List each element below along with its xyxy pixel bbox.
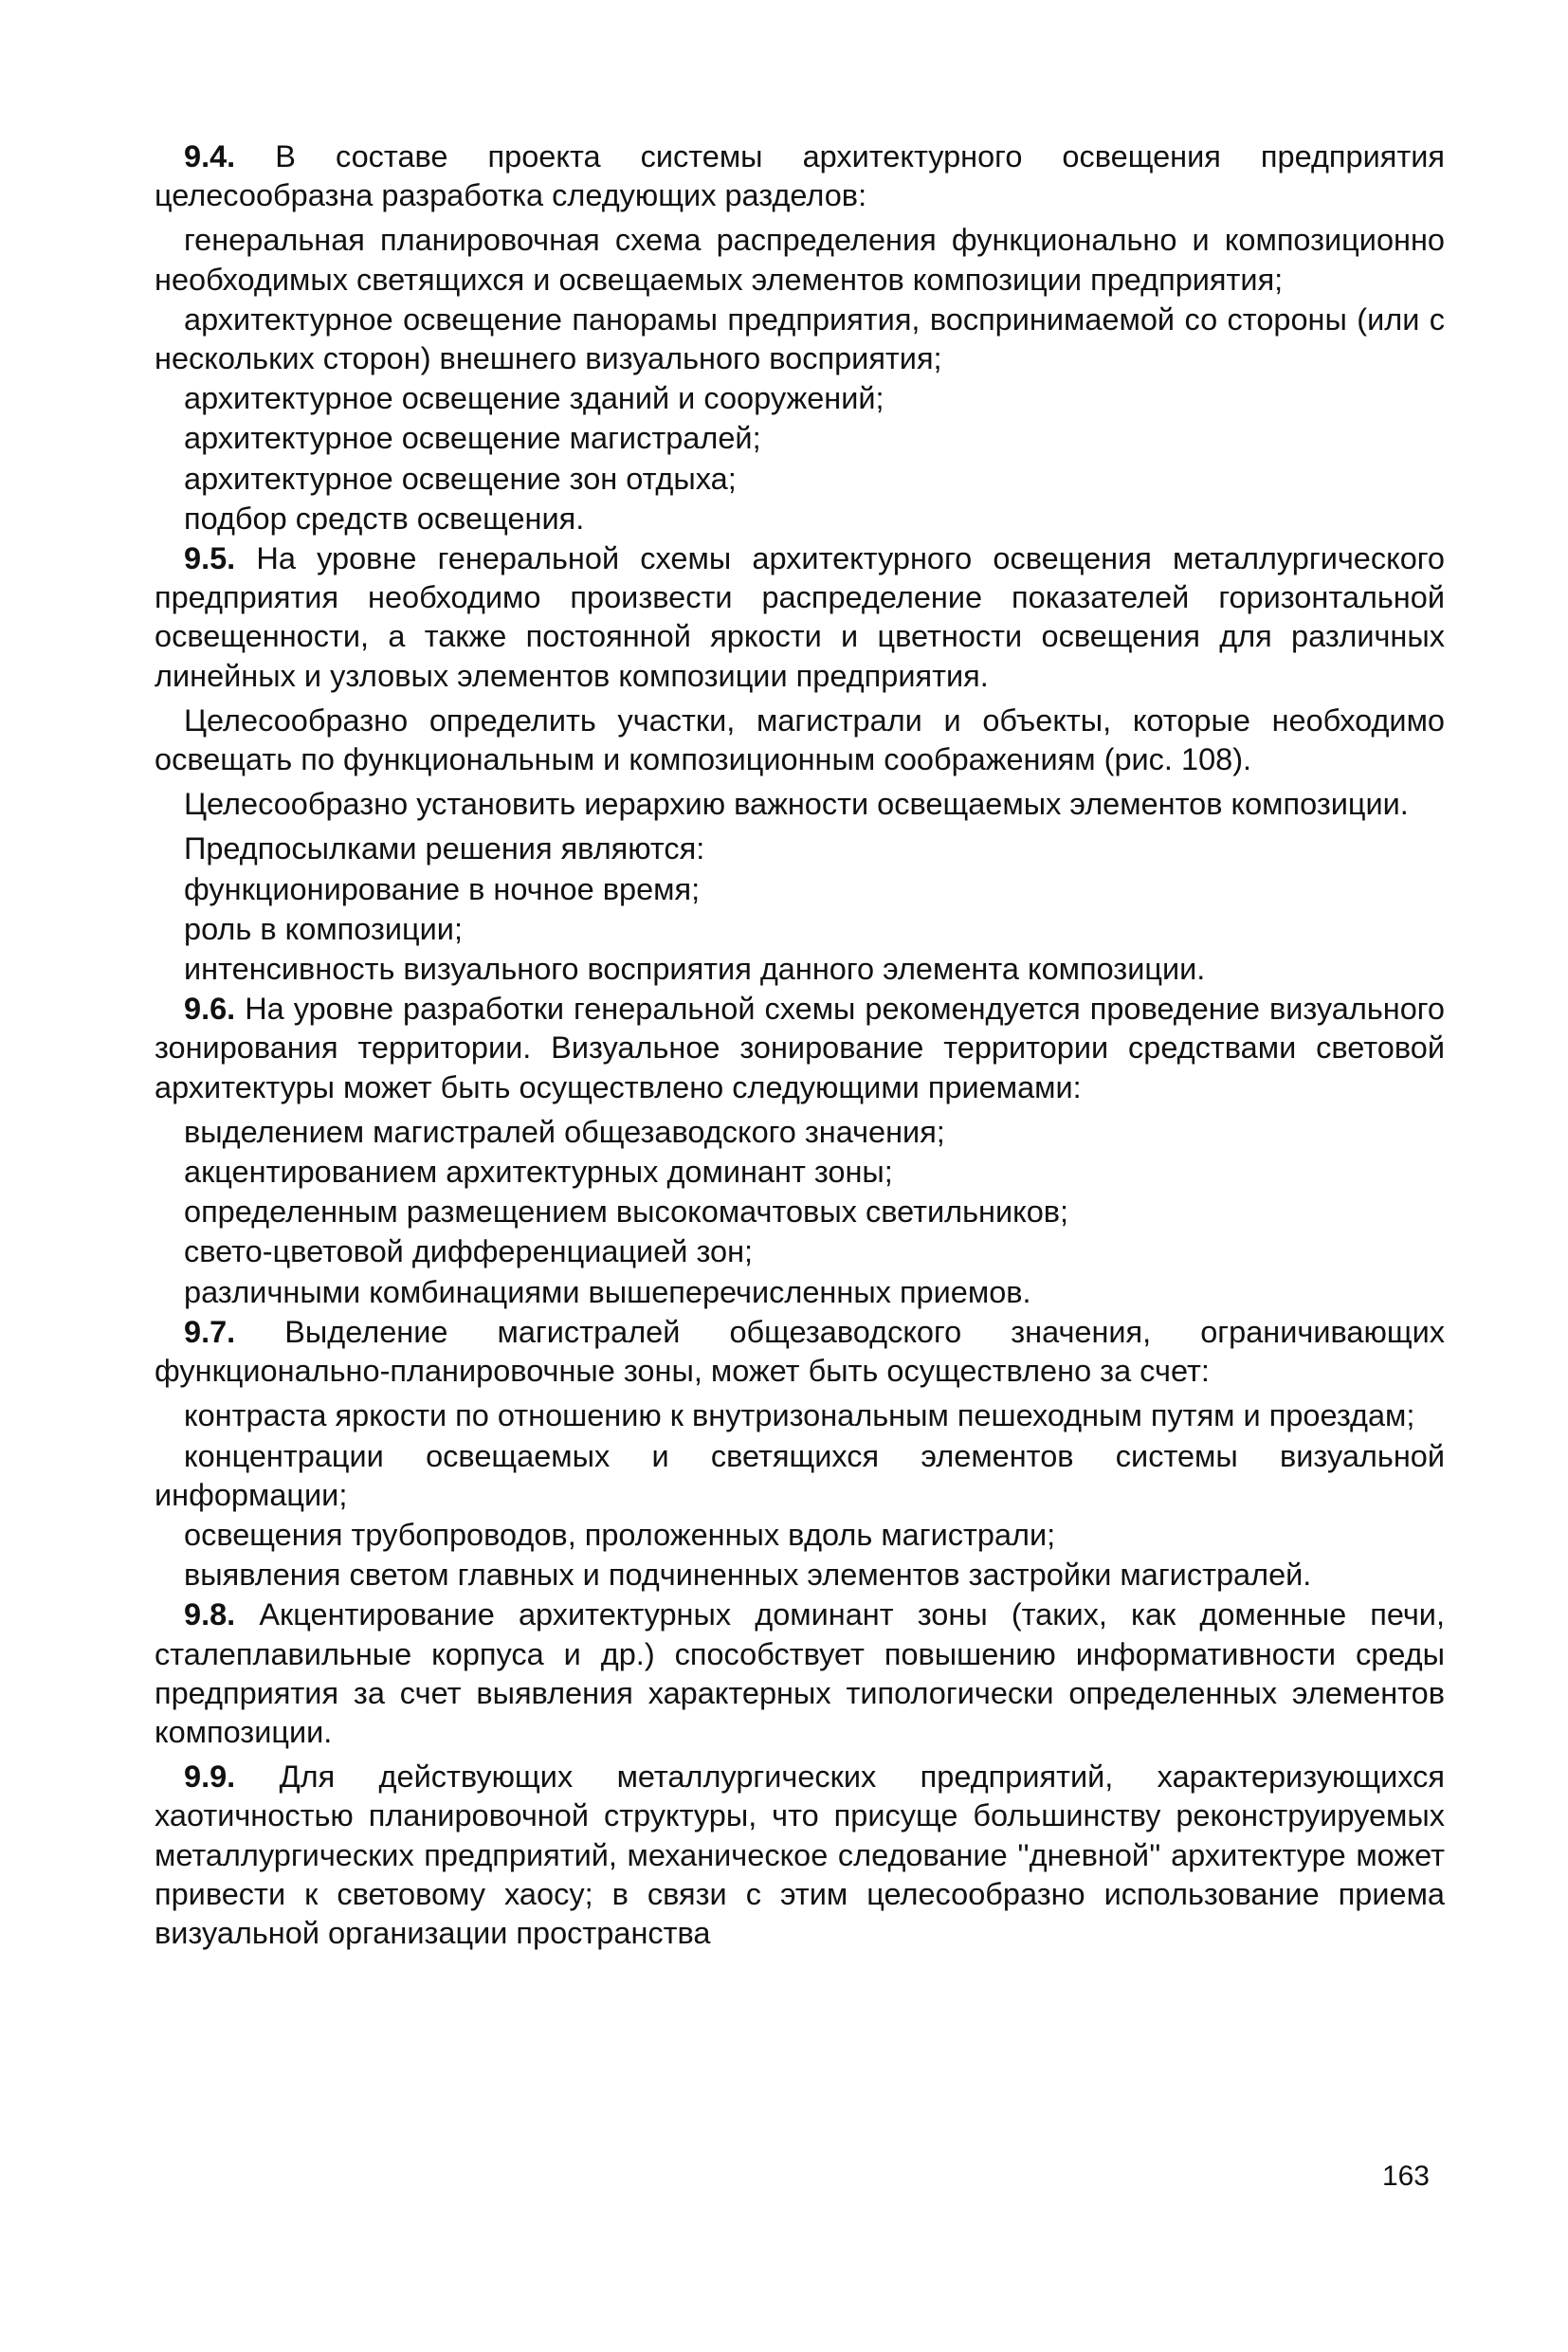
- paragraph-text: генеральная планировочная схема распределения функционально и композиционно необходимых светящихся и освещаемых элементов композиции предприятия;: [155, 223, 1445, 297]
- list-item: [155, 1232, 1445, 1271]
- paragraph-text: архитектурное освещение панорамы предприятия, воспринимаемой со стороны (или с нескольких сторон) внешнего визуального восприятия;: [155, 301, 1445, 376]
- paragraph-text: определенным размещением высокомачтовых светильников;: [184, 1194, 1069, 1230]
- section-number: 9.4.: [184, 139, 236, 173]
- paragraph-text: Выделение магистралей общезаводского значения, ограничивающих функционально-планировочные зоны, может быть осуществлено за счет:: [155, 1314, 1445, 1389]
- paragraph: [155, 539, 1445, 696]
- section-number: 9.6.: [184, 992, 236, 1027]
- paragraph-text: Целесообразно установить иерархию важности освещаемых элементов композиции.: [184, 787, 1409, 822]
- paragraph-text: акцентированием архитектурных доминант зоны;: [184, 1155, 893, 1190]
- list-item: [155, 1193, 1445, 1231]
- section-number: 9.8.: [184, 1597, 236, 1632]
- list-item: [155, 379, 1445, 418]
- paragraph-text: освещения трубопроводов, проложенных вдоль магистрали;: [184, 1517, 1056, 1552]
- paragraph-text: На уровне генеральной схемы архитектурного освещения металлургического предприятия необходимо произвести распределение показателей горизонтальной освещенности, а также постоянной яркости и цветности освещения для различных линейных и узловых элементов композиции предприятия.: [155, 541, 1445, 693]
- paragraph-text: Предпосылками решения являются:: [184, 831, 705, 866]
- paragraph-text: различными комбинациями вышеперечисленных приемов.: [184, 1274, 1031, 1309]
- paragraph-text: функционирование в ночное время;: [184, 871, 701, 906]
- list-item: [155, 1516, 1445, 1555]
- paragraph: [155, 785, 1445, 824]
- list-item: [155, 1113, 1445, 1152]
- paragraph-text: В составе проекта системы архитектурного освещения предприятия целесообразна разработка следующих разделов:: [155, 139, 1445, 213]
- section-number: 9.5.: [184, 541, 236, 576]
- paragraph-text: архитектурное освещение зданий и сооружений;: [184, 381, 884, 416]
- paragraph-text: подбор средств освещения.: [184, 501, 585, 536]
- paragraph: [155, 702, 1445, 779]
- paragraph-text: архитектурное освещение магистралей;: [184, 421, 761, 456]
- page-number: 163: [1381, 2161, 1430, 2192]
- paragraph-text: интенсивность визуального восприятия данного элемента композиции.: [184, 952, 1206, 987]
- paragraph-text: выявления светом главных и подчиненных элементов застройки магистралей.: [184, 1558, 1312, 1593]
- paragraph: [155, 137, 1445, 215]
- list-item: [155, 301, 1445, 378]
- list-item: [155, 221, 1445, 299]
- section-number: 9.9.: [184, 1759, 236, 1795]
- list-item: [155, 830, 1445, 868]
- paragraph-text: роль в композиции;: [184, 911, 463, 946]
- paragraph-text: свето-цветовой дифференциацией зон;: [184, 1234, 754, 1269]
- paragraph-text: контраста яркости по отношению к внутризональным пешеходным путям и проездам;: [184, 1398, 1415, 1433]
- text-body: [155, 137, 1445, 1953]
- paragraph-text: Целесообразно определить участки, магистрали и объекты, которые необходимо освещать по функциональным и композиционным соображениям (рис. 108).: [155, 702, 1445, 777]
- list-item: [155, 870, 1445, 909]
- list-item: [155, 500, 1445, 538]
- paragraph: [155, 990, 1445, 1107]
- list-item: [155, 460, 1445, 499]
- list-item: [155, 1273, 1445, 1312]
- paragraph-text: На уровне разработки генеральной схемы рекомендуется проведение визуального зонирования территории. Визуальное зонирование территории средствами световой архитектуры может быть осуществлено следующими приемами:: [155, 992, 1445, 1104]
- list-item: [155, 1556, 1445, 1595]
- paragraph-text: выделением магистралей общезаводского значения;: [184, 1114, 945, 1149]
- paragraph: [155, 1758, 1445, 1953]
- list-item: [155, 910, 1445, 949]
- paragraph-text: Для действующих металлургических предприятий, характеризующихся хаотичностью планировочной структуры, что присуще большинству реконструируемых металлургических предприятий, механическое следование ''дневной'' архитектуре может привести к световому хаосу; в связи с этим целесообразно использование приема визуальной организации пространства: [155, 1759, 1445, 1950]
- paragraph: [155, 1313, 1445, 1391]
- list-item: [155, 1396, 1445, 1435]
- list-item: [155, 950, 1445, 989]
- paragraph-text: архитектурное освещение зон отдыха;: [184, 461, 737, 496]
- paragraph: [155, 1595, 1445, 1752]
- section-number: 9.7.: [184, 1314, 236, 1349]
- paragraph-text: Акцентирование архитектурных доминант зоны (таких, как доменные печи, сталеплавильные корпуса и др.) способствует повышению информативности среды предприятия за счет выявления характерных типологически определенных элементов композиции.: [155, 1597, 1445, 1749]
- list-item: [155, 419, 1445, 458]
- list-item: [155, 1437, 1445, 1515]
- paragraph-text: концентрации освещаемых и светящихся элементов системы визуальной информации;: [155, 1438, 1445, 1512]
- list-item: [155, 1153, 1445, 1192]
